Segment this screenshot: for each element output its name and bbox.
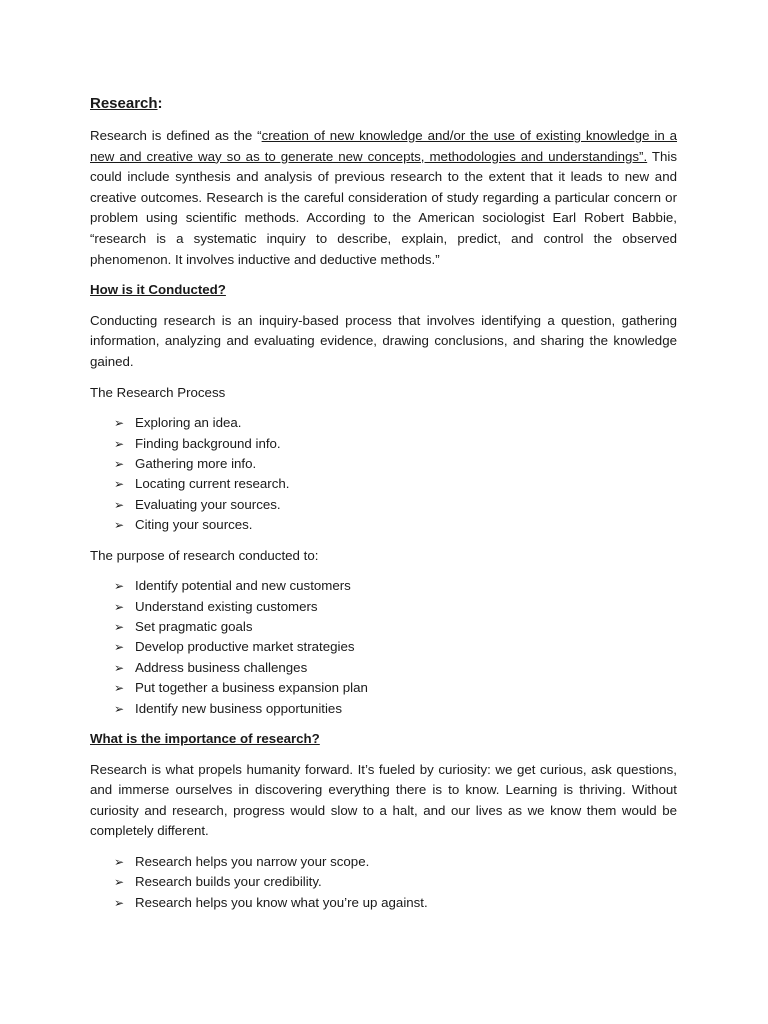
arrow-bullet-icon: ➢ [114,619,125,634]
document-page [90,92,677,923]
list-item-text: Locating current research. [135,476,290,492]
list-item [114,515,677,535]
intro-definition-quote: creation of new knowledge and/or the use of existing knowledge in a new and creative way so as to generate new concepts, methodologies and understandings”. [90,128,678,164]
importance-paragraph: Research is what propels humanity forward. It’s fueled by curiosity: we get curious, ask questions, and immerse ourselves in discovering everything there is to know. Learning is thriving. Without curiosity and research, progress would slow to a halt, and our lives as we know them would be completely different. [90,761,677,839]
process-list [90,413,677,535]
list-item [114,658,677,678]
list-item-text: Understand existing customers [135,598,318,614]
process-label: The Research Process [90,384,226,400]
list-item-text: Put together a business expansion plan [135,680,368,696]
importance-heading: What is the importance of research? [90,731,320,746]
arrow-bullet-icon: ➢ [114,497,125,512]
list-item-text: Research builds your credibility. [135,874,322,890]
intro-rest: This could include synthesis and analysis of previous research to the extent that it leads to new and creative outcomes. Research is the careful consideration of study regarding a particular concern or problem using scientific methods. According to the American sociologist Earl Robert Babbie, “research is a systematic inquiry to describe, explain, predict, and control the observed phenomenon. It involves inductive and deductive methods.” [90,148,677,267]
list-item-text: Research helps you narrow your scope. [135,853,370,869]
arrow-bullet-icon: ➢ [114,681,125,696]
list-item [114,893,677,913]
list-item [114,576,677,596]
list-item-text: Citing your sources. [135,517,253,533]
purpose-label: The purpose of research conducted to: [90,547,319,563]
arrow-bullet-icon: ➢ [114,416,125,431]
arrow-bullet-icon: ➢ [114,579,125,594]
list-item-text: Gathering more info. [135,455,257,471]
conducted-paragraph: Conducting research is an inquiry-based process that involves identifying a question, gathering information, analyzing and evaluating evidence, drawing conclusions, and sharing the knowledge gained. [90,312,677,369]
arrow-bullet-icon: ➢ [114,477,125,492]
conducted-heading: How is it Conducted? [90,282,226,298]
purpose-list [90,576,677,719]
list-item-text: Identify potential and new customers [135,578,351,594]
page-title [90,92,677,116]
list-item-text: Evaluating your sources. [135,496,281,512]
list-item [114,852,677,872]
list-item-text: Research helps you know what you’re up against. [135,894,428,910]
arrow-bullet-icon: ➢ [114,640,125,655]
list-item [114,617,677,637]
importance-list [90,852,677,913]
title-colon: : [157,95,163,112]
arrow-bullet-icon: ➢ [114,701,125,716]
intro-lead: Research is defined as the “ [90,128,262,143]
list-item [114,678,677,698]
list-item [114,637,677,657]
arrow-bullet-icon: ➢ [114,660,125,675]
arrow-bullet-icon: ➢ [114,895,125,910]
list-item [114,597,677,617]
list-item-text: Finding background info. [135,435,281,451]
list-item-text: Exploring an idea. [135,415,242,431]
arrow-bullet-icon: ➢ [114,875,125,890]
list-item [114,413,677,433]
list-item [114,474,677,494]
arrow-bullet-icon: ➢ [114,518,125,533]
title-word: Research [90,95,158,112]
list-item-text: Identify new business opportunities [135,700,342,716]
arrow-bullet-icon: ➢ [114,854,125,869]
arrow-bullet-icon: ➢ [114,599,125,614]
list-item [114,495,677,515]
intro-paragraph [90,126,677,270]
list-item [114,454,677,474]
list-item-text: Develop productive market strategies [135,639,355,655]
arrow-bullet-icon: ➢ [114,436,125,451]
list-item [114,699,677,719]
list-item [114,434,677,454]
list-item-text: Set pragmatic goals [135,618,253,634]
arrow-bullet-icon: ➢ [114,456,125,471]
list-item [114,872,677,892]
list-item-text: Address business challenges [135,659,308,675]
